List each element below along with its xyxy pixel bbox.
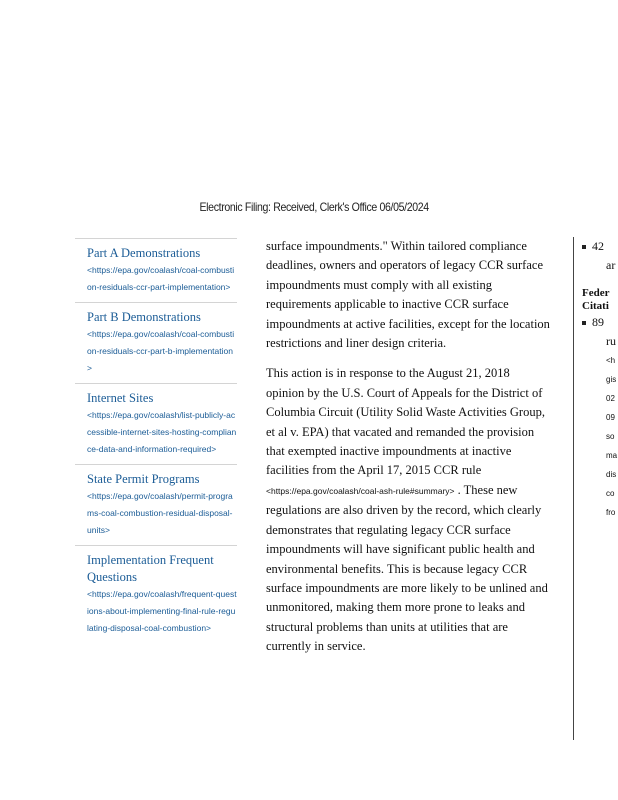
- sidebar-item-state-permit[interactable]: [75, 464, 237, 545]
- bullet-cont: ar: [606, 258, 616, 272]
- column-divider: [573, 237, 574, 740]
- right-label-citation: Citati: [582, 300, 609, 312]
- paragraph-2: [266, 364, 551, 656]
- bullet-cont: ru: [606, 334, 616, 348]
- right-small-line: fro: [606, 508, 616, 517]
- sidebar-item-url[interactable]: <https://epa.gov/coalash/permit-programs-coal-combustion-residual-disposal-units>: [87, 491, 233, 535]
- filing-stamp: Electronic Filing: Received, Clerk's Office 06/05/2024: [199, 200, 429, 214]
- right-small-line: dis: [606, 470, 617, 479]
- sidebar-item-title[interactable]: Implementation Frequent Questions: [87, 553, 214, 584]
- bullet-icon: [582, 321, 586, 325]
- bullet-item: 42: [582, 237, 618, 256]
- sidebar-item-title[interactable]: Part A Demonstrations: [87, 246, 201, 260]
- sidebar-item-part-a[interactable]: [75, 238, 237, 302]
- paragraph-1: surface impoundments." Within tailored compliance deadlines, owners and operators of legacy CCR surface impoundments must comply with all existing requirements applicable to inactive CCR surface impoundments at active facilities, except for the location restrictions and liner design criteria.: [266, 239, 550, 351]
- sidebar-item-part-b[interactable]: [75, 302, 237, 383]
- sidebar-item-url[interactable]: <https://epa.gov/coalash/coal-combustion-residuals-ccr-part-implementation>: [87, 265, 235, 292]
- right-small-line: <h: [606, 356, 616, 365]
- sidebar-item-internet-sites[interactable]: [75, 383, 237, 464]
- sidebar-item-title[interactable]: Internet Sites: [87, 391, 154, 405]
- main-content: [266, 237, 551, 668]
- bullet-icon: [582, 245, 586, 249]
- sidebar-item-url[interactable]: <https://epa.gov/coalash/list-publicly-accessible-internet-sites-hosting-compliance-data-and-information-required>: [87, 410, 237, 454]
- sidebar-item-faq[interactable]: [75, 545, 237, 643]
- paragraph-2-text: This action is in response to the August 21, 2018 opinion by the U.S. Court of Appeals for the District of Columbia Circuit (Utility Solid Waste Activities Group, et al v. EPA) that vacated and remanded the provision that exempted inactive impoundments at inactive facilities from the April 17, 2015 CCR rule: [266, 366, 545, 478]
- right-small-line: 02: [606, 394, 615, 403]
- sidebar-item-title[interactable]: Part B Demonstrations: [87, 310, 201, 324]
- paragraph-2-cont: . These new regulations are also driven by the record, which clearly demonstrates that regulating legacy CCR surface impoundments will have significant public health and environmental benefits. This is because legacy CCR surface impoundments are more likely to be unlined and unmonitored, making them more prone to leaks and structural problems than units at utilities that are currently in service.: [266, 482, 548, 654]
- right-small-line: co: [606, 489, 615, 498]
- sidebar-item-url[interactable]: <https://epa.gov/coalash/frequent-questions-about-implementing-final-rule-regulating-disposal-coal-combustion>: [87, 589, 237, 633]
- right-column: [582, 237, 618, 522]
- right-label-federal: Feder: [582, 287, 610, 299]
- bullet-item: 89: [582, 313, 618, 332]
- right-small-line: so: [606, 432, 615, 441]
- sidebar-item-title[interactable]: State Permit Programs: [87, 472, 200, 486]
- right-small-line: ma: [606, 451, 618, 460]
- sidebar-nav: [75, 238, 237, 643]
- coal-ash-rule-link[interactable]: <https://epa.gov/coalash/coal-ash-rule#summary>: [266, 485, 455, 496]
- right-small-line: 09: [606, 413, 615, 422]
- sidebar-item-url[interactable]: <https://epa.gov/coalash/coal-combustion-residuals-ccr-part-b-implementation>: [87, 329, 235, 373]
- right-small-line: gis: [606, 375, 617, 384]
